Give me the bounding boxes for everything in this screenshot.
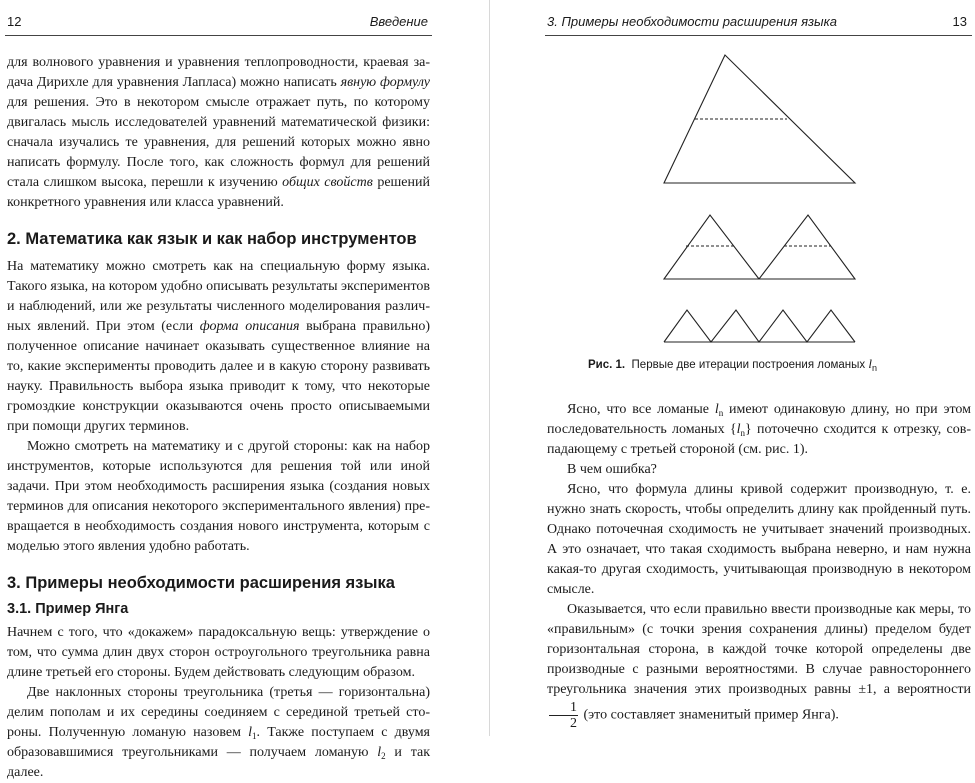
- page-number: 13: [952, 14, 967, 29]
- paragraph: Ясно, что все ломаные $l_n$ имеют одинаковую длину, но при этом последовательность ломаных $\{l_n\}$ поточечно сходится к отрезку, сов- падающему с третьей стороной (см. рис. 1).: [547, 402, 971, 457]
- fraction: $\frac{1}{2}$: [549, 700, 578, 731]
- section-heading: 3. Примеры необходимости расширения языка: [7, 574, 395, 592]
- header-rule: [545, 35, 972, 36]
- triangle-left: [664, 215, 759, 279]
- triangle-base: [664, 55, 855, 183]
- paragraph: Ясно, что формула длины кривой содержит производную, т. е. нужно знать скорость, чтобы определить длину как пройденный путь. Однако поточечная сходимость не учитывает значений производных. А это означает, что такая сходимость выбрана неверно, и нам нужна какая-то другая сходимость, учитывающая производную в некотором смысле.: [547, 482, 971, 597]
- paragraph: В чем ошибка?: [567, 462, 657, 477]
- running-title: Введение: [369, 14, 428, 29]
- zigzag-l2: [664, 310, 855, 342]
- right-body: [547, 400, 971, 731]
- paragraph: Две наклонных стороны треугольника (третья — горизонтальна) делим пополам и их середины соединяем с серединой третьей сто- роны. Полученную ломаную назовем $l_1$. Также поступаем с двумя образовавшимися треугольниками — получаем ломаную $l_2$ и так далее.: [7, 685, 430, 780]
- subsection-heading: 3.1. Пример Янга: [7, 601, 129, 617]
- paragraph: На математику можно смотреть как на специальную форму языка. Такого языка, на котором удобно описывать результаты экспериментов и наблюдений, или же результаты численного моделирования различ- ных явлений. При этом (если форма описания выбрана правильно) полученное описание начинает оказывать существенное влияние на то, какие эксперименты проводить далее и в какую сторону развивать науку. Правильность выбора языка приводит к тому, что некоторые громоздкие конструкции оказываются очень просто описываемыми при помощи других терминов.: [7, 259, 430, 434]
- paragraph: Можно смотреть на математику и с другой стороны: как на набор инструментов, которые используются для решения той или иной задачи. При этом необходимость расширения языка (создания новых терминов для описания некоторого экспериментального явления) пре- вращается в необходимость создания нового инструмента, которым с моделью этого явления удобно работать.: [7, 439, 431, 554]
- paragraph: Оказывается, что если правильно ввести производные как меры, то «правильным» (с точки зрения сохранения длины) пределом будет горизонтальная сторона, в каждой точке которой определены две производные с разными вероятностями. В случае равностороннего треугольника значения этих производных равны ±1, а вероятности $\frac{1}{2}$ (это составляет знаменитый пример Янга).: [547, 602, 971, 731]
- paragraph: для волнового уравнения и уравнения теплопроводности, краевая за- дача Дирихле для уравнения Лапласа) можно написать явную формулу для решения. Это в некотором смысле отражает путь, по которому двигалась мысль исследователей уравнений математической физики: сначала изучались те уравнения, для решений которых можно явно написать формулу. После того, как сложность формул для решений стала слишком высока, перешли к изучению общих свойств решений конкретного уравнения или класса уравнений.: [7, 55, 430, 210]
- page-number: 12: [7, 14, 22, 29]
- running-title: 3. Примеры необходимости расширения языка: [547, 14, 837, 29]
- right-page: [490, 0, 975, 736]
- figure-caption: Рис. 1. Первые две итерации построения ломаных $l_n$: [588, 356, 877, 373]
- figure-triangles: [490, 40, 975, 350]
- header-rule: [5, 35, 432, 36]
- paragraph: Начнем с того, что «докажем» парадоксальную вещь: утверждение о том, что сумма длин двух сторон остроугольного треугольника равна длине третьей его стороны. Будем действовать следующим образом.: [7, 625, 431, 680]
- left-body: [7, 53, 430, 783]
- triangle-right: [759, 215, 855, 279]
- section-heading: 2. Математика как язык и как набор инструментов: [7, 230, 417, 248]
